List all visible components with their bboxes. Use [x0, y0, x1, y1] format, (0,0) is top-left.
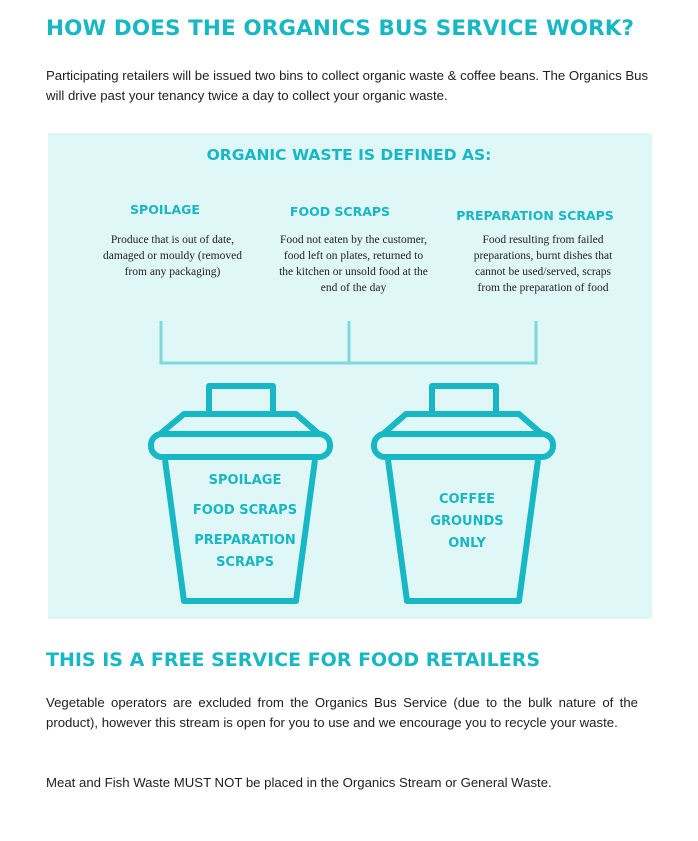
bin-label-line: COFFEE — [438, 492, 496, 507]
coffee-bin-label — [392, 489, 542, 555]
bin-label-line: PREPARATION — [194, 533, 296, 548]
panel-title: ORGANIC WASTE IS DEFINED AS: — [206, 146, 492, 164]
organics-bin-label — [170, 470, 320, 574]
category-spoilage-desc: Produce that is out of date, damaged or mouldy (removed from any packaging) — [103, 234, 242, 278]
page-heading: HOW DOES THE ORGANICS BUS SERVICE WORK? — [46, 16, 635, 41]
free-service-heading: THIS IS A FREE SERVICE FOR FOOD RETAILERS — [46, 649, 541, 671]
bin-label-line: ONLY — [448, 536, 486, 551]
intro-paragraph: Participating retailers will be issued two bins to collect organic waste & coffee beans. The Organics Bus will drive past your tenancy twice a day to collect your organic waste. — [46, 68, 649, 103]
category-preparation-scraps-title: PREPARATION SCRAPS — [456, 208, 614, 223]
vegetable-operators-paragraph: Vegetable operators are excluded from the Organics Bus Service (due to the bulk nature of the product), however this stream is open for you to use and we encourage you to recycle your waste. — [46, 695, 638, 730]
category-preparation-scraps-desc: Food resulting from failed preparations, burnt dishes that cannot be used/served, scraps from the preparation of food — [473, 234, 613, 294]
category-spoilage-title: SPOILAGE — [130, 202, 200, 217]
category-food-scraps-title: FOOD SCRAPS — [289, 204, 391, 219]
bin-label-line: SCRAPS — [216, 555, 274, 570]
meat-fish-warning: Meat and Fish Waste MUST NOT be placed in the Organics Stream or General Waste. — [46, 775, 552, 790]
bin-label-line: SPOILAGE — [208, 473, 282, 488]
bin-label-line: GROUNDS — [430, 514, 504, 529]
bin-label-line: FOOD SCRAPS — [192, 503, 298, 518]
category-food-scraps-desc: Food not eaten by the customer, food left on plates, returned to the kitchen or unsold food at the end of the day — [279, 234, 428, 294]
